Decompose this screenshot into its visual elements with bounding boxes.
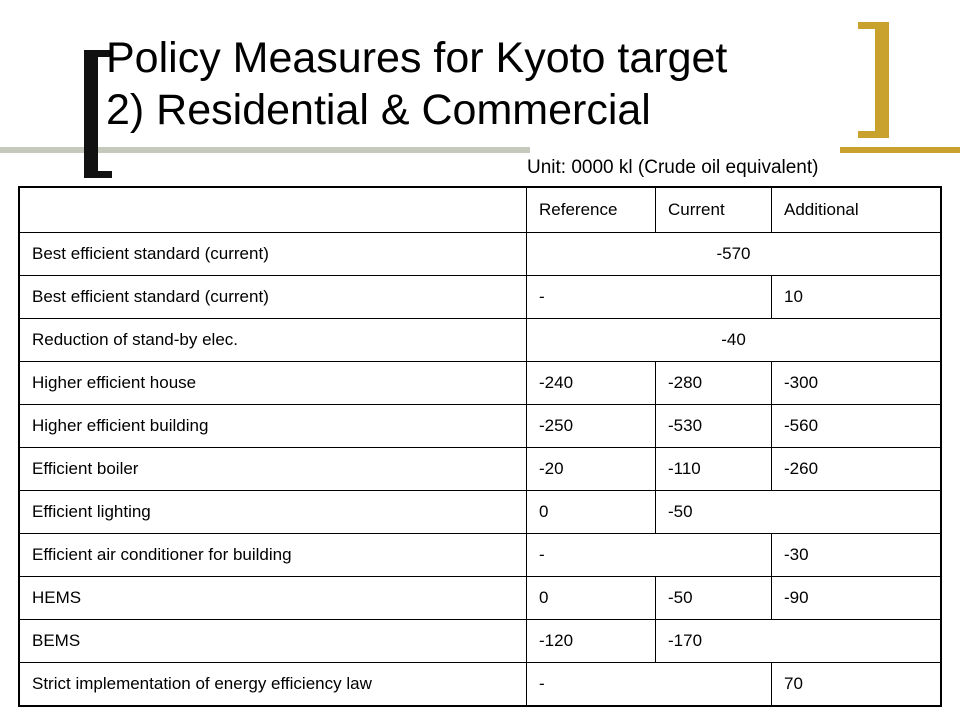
decorative-gray-line	[0, 147, 530, 153]
title-line-2: 2) Residential & Commercial	[106, 86, 651, 134]
current-additional-value: -170	[656, 620, 942, 663]
additional-value: -300	[772, 362, 942, 405]
additional-value: 10	[772, 276, 942, 319]
row-label: Best efficient standard (current)	[19, 233, 527, 276]
header-cell-current: Current	[656, 187, 772, 233]
row-label: HEMS	[19, 577, 527, 620]
row-label: Best efficient standard (current)	[19, 276, 527, 319]
reference-current-value: -	[527, 663, 772, 707]
additional-value: -90	[772, 577, 942, 620]
reference-value: -250	[527, 405, 656, 448]
current-value: -50	[656, 577, 772, 620]
header-cell-additional: Additional	[772, 187, 942, 233]
row-label: Efficient lighting	[19, 491, 527, 534]
row-label: Strict implementation of energy efficiency law	[19, 663, 527, 707]
reference-value: -120	[527, 620, 656, 663]
reference-value: -240	[527, 362, 656, 405]
reference-current-value: -	[527, 276, 772, 319]
row-label: Efficient boiler	[19, 448, 527, 491]
right-bracket-top	[858, 22, 889, 29]
title-line-1: Policy Measures for Kyoto target	[106, 34, 728, 82]
additional-value: -260	[772, 448, 942, 491]
row-label: BEMS	[19, 620, 527, 663]
table-row	[19, 534, 941, 577]
additional-value: -560	[772, 405, 942, 448]
slide-title	[106, 32, 866, 136]
table-row	[19, 233, 941, 276]
left-bracket-bottom	[84, 171, 112, 178]
table-row	[19, 276, 941, 319]
reference-current-value: -	[527, 534, 772, 577]
header-cell-label	[19, 187, 527, 233]
unit-note: Unit: 0000 kl (Crude oil equivalent)	[527, 157, 819, 178]
current-value: -110	[656, 448, 772, 491]
header-cell-reference: Reference	[527, 187, 656, 233]
merged-value: -40	[527, 319, 942, 362]
row-label: Higher efficient building	[19, 405, 527, 448]
left-bracket	[84, 50, 98, 178]
table-row	[19, 405, 941, 448]
reference-value: 0	[527, 577, 656, 620]
decorative-gold-line	[840, 147, 960, 153]
table-row	[19, 319, 941, 362]
row-label: Higher efficient house	[19, 362, 527, 405]
table-row	[19, 491, 941, 534]
right-bracket	[875, 22, 889, 138]
table-row	[19, 362, 941, 405]
reference-value: -20	[527, 448, 656, 491]
table-row	[19, 663, 941, 707]
row-label: Efficient air conditioner for building	[19, 534, 527, 577]
row-label: Reduction of stand-by elec.	[19, 319, 527, 362]
additional-value: -30	[772, 534, 942, 577]
table-row	[19, 577, 941, 620]
table-row	[19, 620, 941, 663]
merged-value: -570	[527, 233, 942, 276]
reference-value: 0	[527, 491, 656, 534]
current-value: -280	[656, 362, 772, 405]
policy-measures-table	[18, 186, 942, 707]
current-value: -530	[656, 405, 772, 448]
table-header-row	[19, 187, 941, 233]
table-row	[19, 448, 941, 491]
current-additional-value: -50	[656, 491, 942, 534]
additional-value: 70	[772, 663, 942, 707]
